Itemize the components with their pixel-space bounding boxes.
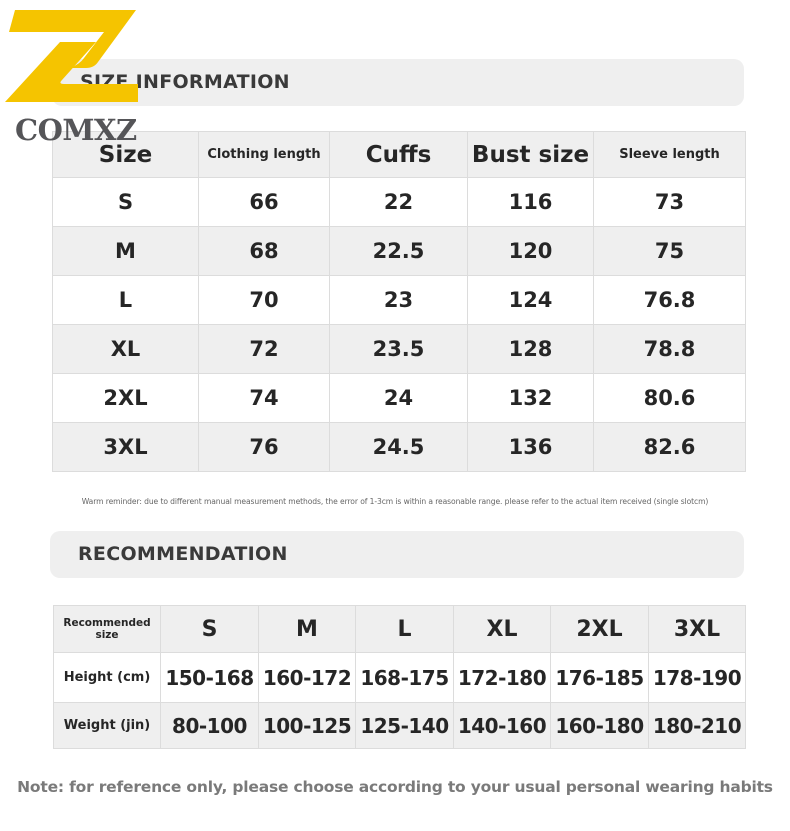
- cell-cuffs: 24: [330, 374, 468, 423]
- cell-sleeve-length: 80.6: [594, 374, 746, 423]
- header-cuffs: Cuffs: [330, 132, 468, 178]
- cell-sleeve-length: 76.8: [594, 276, 746, 325]
- cell-clothing-length: 70: [199, 276, 330, 325]
- cell-cuffs: 23: [330, 276, 468, 325]
- weight-value: 140-160: [454, 703, 551, 749]
- header-size-2xl: 2XL: [551, 606, 649, 653]
- size-information-banner: [52, 59, 744, 106]
- table-row: [53, 276, 746, 325]
- weight-value: 160-180: [551, 703, 649, 749]
- cell-clothing-length: 74: [199, 374, 330, 423]
- height-label: Height (cm): [54, 653, 161, 703]
- table-row: [53, 325, 746, 374]
- recommendation-table: [53, 605, 746, 749]
- cell-size: 2XL: [53, 374, 199, 423]
- recommendation-header-row: [54, 606, 746, 653]
- cell-bust-size: 116: [468, 178, 594, 227]
- table-row: [53, 227, 746, 276]
- cell-sleeve-length: 78.8: [594, 325, 746, 374]
- cell-bust-size: 132: [468, 374, 594, 423]
- header-clothing-length: Clothing length: [199, 132, 330, 178]
- cell-sleeve-length: 73: [594, 178, 746, 227]
- weight-value: 100-125: [259, 703, 356, 749]
- header-size: Size: [53, 132, 199, 178]
- height-value: 168-175: [356, 653, 454, 703]
- height-value: 160-172: [259, 653, 356, 703]
- cell-clothing-length: 76: [199, 423, 330, 472]
- cell-cuffs: 23.5: [330, 325, 468, 374]
- height-value: 172-180: [454, 653, 551, 703]
- cell-bust-size: 124: [468, 276, 594, 325]
- header-size-s: S: [161, 606, 259, 653]
- header-size-l: L: [356, 606, 454, 653]
- cell-bust-size: 136: [468, 423, 594, 472]
- cell-cuffs: 22: [330, 178, 468, 227]
- height-row: [54, 653, 746, 703]
- size-information-title: SIZE INFORMATION: [80, 71, 290, 93]
- cell-bust-size: 120: [468, 227, 594, 276]
- header-sleeve-length: Sleeve length: [594, 132, 746, 178]
- recommendation-banner: [50, 531, 744, 578]
- table-row: [53, 374, 746, 423]
- weight-row: [54, 703, 746, 749]
- recommendation-title: RECOMMENDATION: [78, 543, 288, 565]
- header-size-m: M: [259, 606, 356, 653]
- header-recommended-size: Recommended size: [54, 606, 161, 653]
- cell-clothing-length: 66: [199, 178, 330, 227]
- weight-label: Weight (jin): [54, 703, 161, 749]
- cell-size: M: [53, 227, 199, 276]
- weight-value: 80-100: [161, 703, 259, 749]
- brand-name: COMXZ: [15, 113, 137, 147]
- height-value: 150-168: [161, 653, 259, 703]
- weight-value: 180-210: [649, 703, 746, 749]
- cell-size: 3XL: [53, 423, 199, 472]
- height-value: 178-190: [649, 653, 746, 703]
- warm-reminder-text: Warm reminder: due to different manual measurement methods, the error of 1-3cm is within a reasonable range. please refer to the actual item received (single slotcm): [81, 497, 709, 506]
- weight-value: 125-140: [356, 703, 454, 749]
- table-row: [53, 178, 746, 227]
- cell-size: XL: [53, 325, 199, 374]
- size-information-table: [52, 131, 746, 472]
- cell-cuffs: 22.5: [330, 227, 468, 276]
- reference-note: Note: for reference only, please choose according to your usual personal wearing habits: [17, 778, 773, 796]
- height-value: 176-185: [551, 653, 649, 703]
- table-row: [53, 423, 746, 472]
- header-size-xl: XL: [454, 606, 551, 653]
- cell-sleeve-length: 75: [594, 227, 746, 276]
- cell-cuffs: 24.5: [330, 423, 468, 472]
- cell-size: S: [53, 178, 199, 227]
- cell-clothing-length: 68: [199, 227, 330, 276]
- header-bust-size: Bust size: [468, 132, 594, 178]
- cell-bust-size: 128: [468, 325, 594, 374]
- cell-sleeve-length: 82.6: [594, 423, 746, 472]
- header-size-3xl: 3XL: [649, 606, 746, 653]
- cell-size: L: [53, 276, 199, 325]
- size-table-header: [53, 132, 746, 178]
- cell-clothing-length: 72: [199, 325, 330, 374]
